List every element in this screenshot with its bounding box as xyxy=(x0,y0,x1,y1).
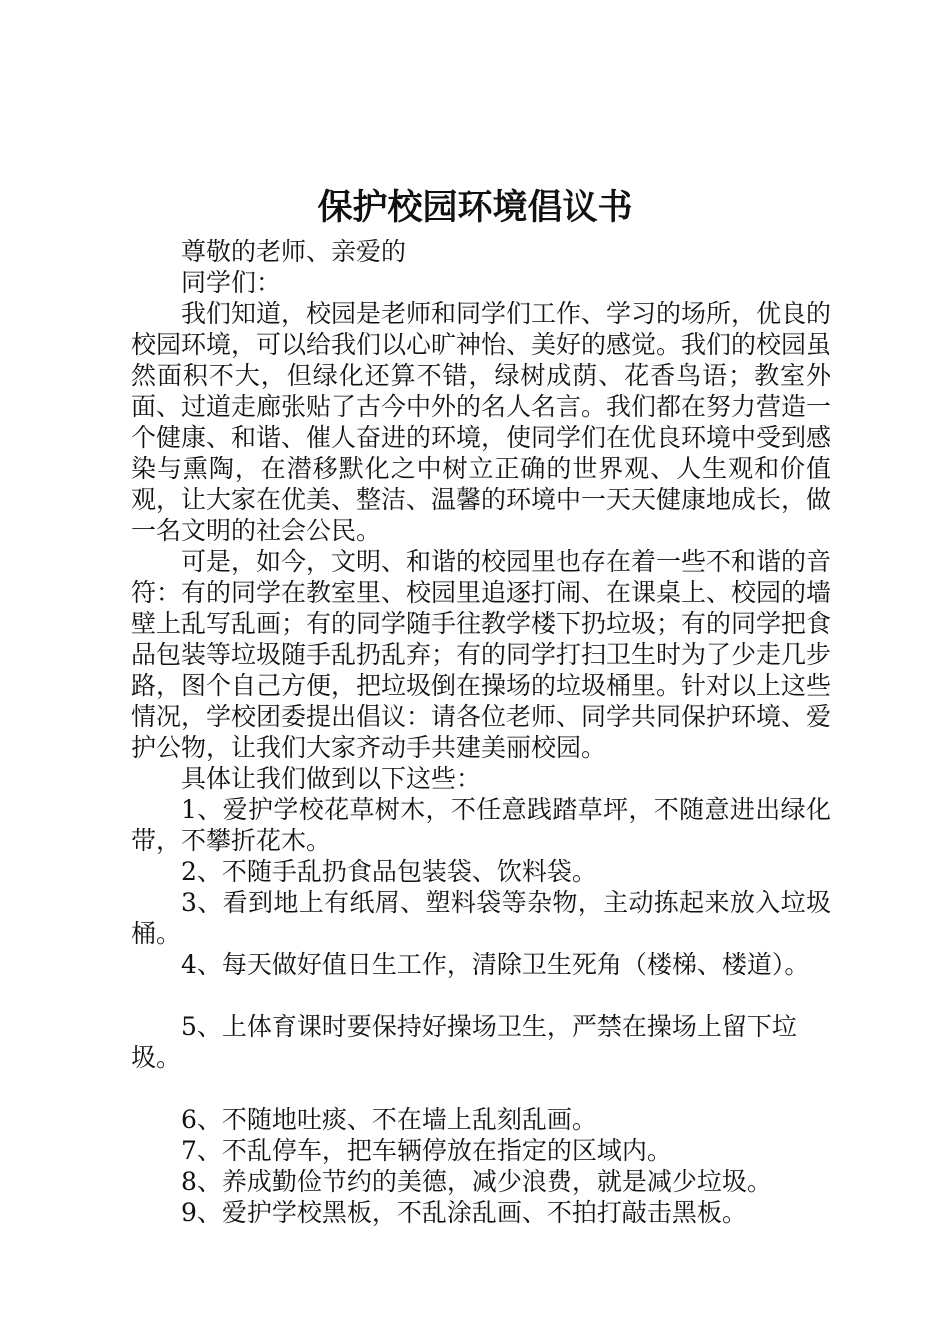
blank-line xyxy=(131,980,831,1011)
paragraph-1: 我们知道，校园是老师和同学们工作、学习的场所，优良的校园环境，可以给我们以心旷神怡、美好的感觉。我们的校园虽然面积不大，但绿化还算不错，绿树成荫、花香鸟语；教室外面、过道走廊张贴了古今中外的名人名言。我们都在努力营造一个健康、和谐、催人奋进的环境，使同学们在优良环境中受到感染与熏陶，在潜移默化之中树立正确的世界观、人生观和价值观，让大家在优美、整洁、温馨的环境中一天天健康地成长，做一名文明的社会公民。 xyxy=(131,299,832,545)
list-item-5: 5、上体育课时要保持好操场卫生，严禁在操场上留下垃圾。 xyxy=(131,1012,797,1072)
blank-line xyxy=(131,1073,831,1104)
list-item-4: 4、每天做好值日生工作，清除卫生死角（楼梯、楼道）。 xyxy=(181,950,810,979)
list-item-6: 6、不随地吐痰、不在墙上乱刻乱画。 xyxy=(181,1105,597,1134)
list-item-3: 3、看到地上有纸屑、塑料袋等杂物，主动拣起来放入垃圾桶。 xyxy=(131,888,831,948)
list-item-9: 9、爱护学校黑板，不乱涂乱画、不拍打敲击黑板。 xyxy=(181,1198,747,1227)
list-item-8: 8、养成勤俭节约的美德，减少浪费，就是减少垃圾。 xyxy=(181,1167,772,1196)
list-item-7: 7、不乱停车，把车辆停放在指定的区域内。 xyxy=(181,1136,672,1165)
document-title: 保护校园环境倡议书 xyxy=(317,187,633,228)
list-item-2: 2、不随手乱扔食品包装袋、饮料袋。 xyxy=(181,857,597,886)
paragraph-2: 可是，如今，文明、和谐的校园里也存在着一些不和谐的音符：有的同学在教室里、校园里追逐打闹、在课桌上、校园的墙壁上乱写乱画；有的同学随手往教学楼下扔垃圾；有的同学把食品包装等垃圾随手乱扔乱弃；有的同学打扫卫生时为了少走几步路，图个自己方便，把垃圾倒在操场的垃圾桶里。针对以上这些情况，学校团委提出倡议：请各位老师、同学共同保护环境、爱护公物，让我们大家齐动手共建美丽校园。 xyxy=(131,547,832,762)
list-intro: 具体让我们做到以下这些： xyxy=(181,764,482,793)
document-body xyxy=(131,236,831,1228)
list-item-1: 1、爱护学校花草树木，不任意践踏草坪，不随意进出绿化带，不攀折花木。 xyxy=(131,795,831,855)
salutation-line-1: 尊敬的老师、亲爱的 xyxy=(181,237,407,266)
salutation-line-2: 同学们： xyxy=(181,268,282,297)
